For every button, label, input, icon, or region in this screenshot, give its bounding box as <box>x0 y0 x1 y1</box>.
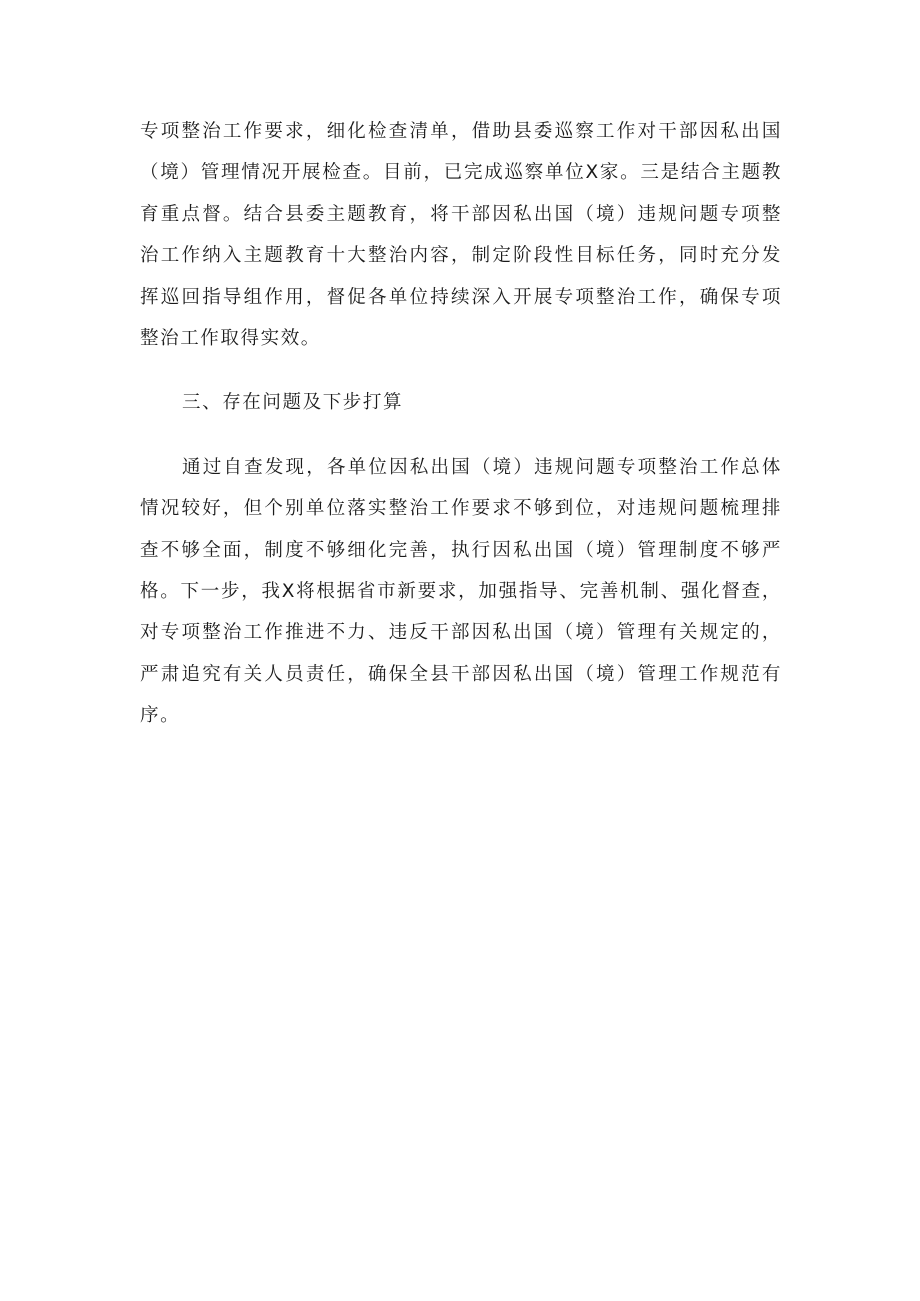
paragraph-problems: 通过自查发现，各单位因私出国（境）违规问题专项整治工作总体情况较好，但个别单位落实整治工作要求不够到位，对违规问题梳理排查不够全面，制度不够细化完善，执行因私出国（境）管理制度不够严格。下一步，我X将根据省市新要求，加强指导、完善机制、强化督查，对专项整治工作推进不力、违反干部因私出国（境）管理有关规定的，严肃追究有关人员责任，确保全县干部因私出国（境）管理工作规范有序。 <box>140 456 782 727</box>
paragraph-continued: 专项整治工作要求，细化检查清单，借助县委巡察工作对干部因私出国（境）管理情况开展检查。目前，已完成巡察单位X家。三是结合主题教育重点督。结合县委主题教育，将干部因私出国（境）违规问题专项整治工作纳入主题教育十大整治内容，制定阶段性目标任务，同时充分发挥巡回指导组作用，督促各单位持续深入开展专项整治工作，确保专项整治工作取得实效。 <box>140 121 782 350</box>
section-heading: 三、存在问题及下步打算 <box>182 392 404 414</box>
document-body <box>140 111 782 737</box>
spacer <box>140 424 782 447</box>
